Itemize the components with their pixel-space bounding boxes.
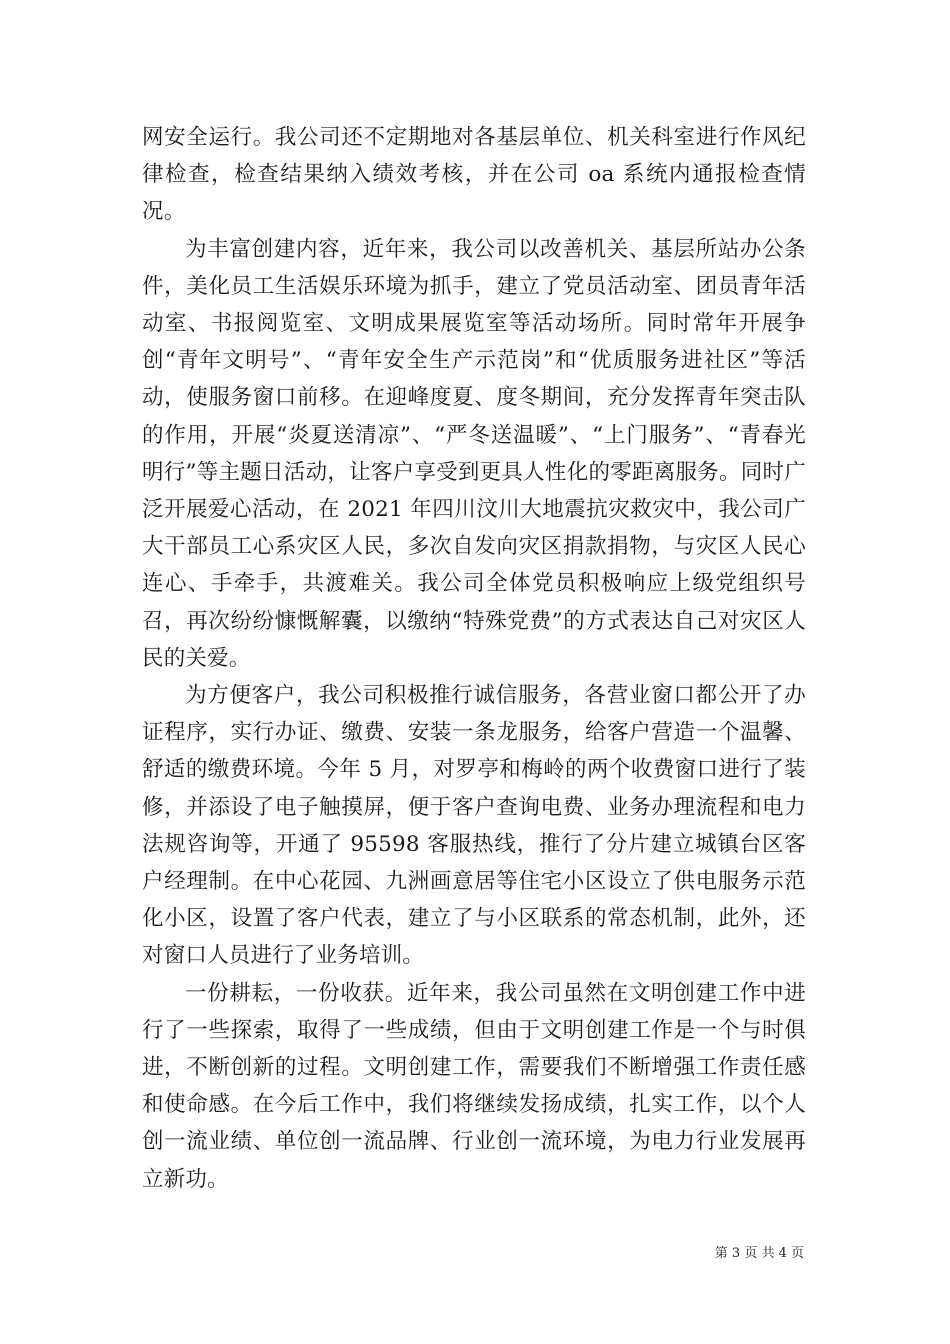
- paragraph-activities: 为丰富创建内容，近年来，我公司以改善机关、基层所站办公条件，美化员工生活娱乐环境为抓手，建立了党员活动室、团员青年活动室、书报阅览室、文明成果展览室等活动场所。同时常年开展争创“青年文明号”、“青年安全生产示范岗”和“优质服务进社区”等活动，使服务窗口前移。在迎峰度夏、度冬期间，充分发挥青年突击队的作用，开展“炎夏送清凉”、“严冬送温暖”、“上门服务”、“青春光明行”等主题日活动，让客户享受到更具人性化的零距离服务。同时广泛开展爱心活动，在 2021 年四川汶川大地震抗灾救灾中，我公司广大干部员工心系灾区人民，多次自发向灾区捐款捐物，与灾区人民心连心、手牵手，共渡难关。我公司全体党员积极响应上级党组织号召，再次纷纷慷慨解囊，以缴纳“特殊党费”的方式表达自己对灾区人民的关爱。: [142, 236, 806, 671]
- paragraph-continued: 网安全运行。我公司还不定期地对各基层单位、机关科室进行作风纪律检查，检查结果纳入绩效考核，并在公司 oa 系统内通报检查情况。: [142, 125, 806, 225]
- page-number-label: 第 3 页 共 4 页: [714, 1246, 804, 1261]
- paragraph-conclusion: 一份耕耘，一份收获。近年来，我公司虽然在文明创建工作中进行了一些探索，取得了一些成绩，但由于文明创建工作是一个与时俱进，不断创新的过程。文明创建工作，需要我们不断增强工作责任感和使命感。在今后工作中，我们将继续发扬成绩，扎实工作，以个人创一流业绩、单位创一流品牌、行业创一流环境，为电力行业发展再立新功。: [142, 980, 806, 1192]
- document-body: [142, 119, 806, 1198]
- paragraph-customer-service: 为方便客户，我公司积极推行诚信服务，各营业窗口都公开了办证程序，实行办证、缴费、安装一条龙服务，给客户营造一个温馨、舒适的缴费环境。今年 5 月，对罗亭和梅岭的两个收费窗口进行了装修，并添设了电子触摸屏，便于客户查询电费、业务办理流程和电力法规咨询等，开通了 95598 客服热线，推行了分片建立城镇台区客户经理制。在中心花园、九洲画意居等住宅小区设立了供电服务示范化小区，设置了客户代表，建立了与小区联系的常态机制，此外，还对窗口人员进行了业务培训。: [142, 683, 806, 969]
- page-number-footer: [715, 1246, 804, 1262]
